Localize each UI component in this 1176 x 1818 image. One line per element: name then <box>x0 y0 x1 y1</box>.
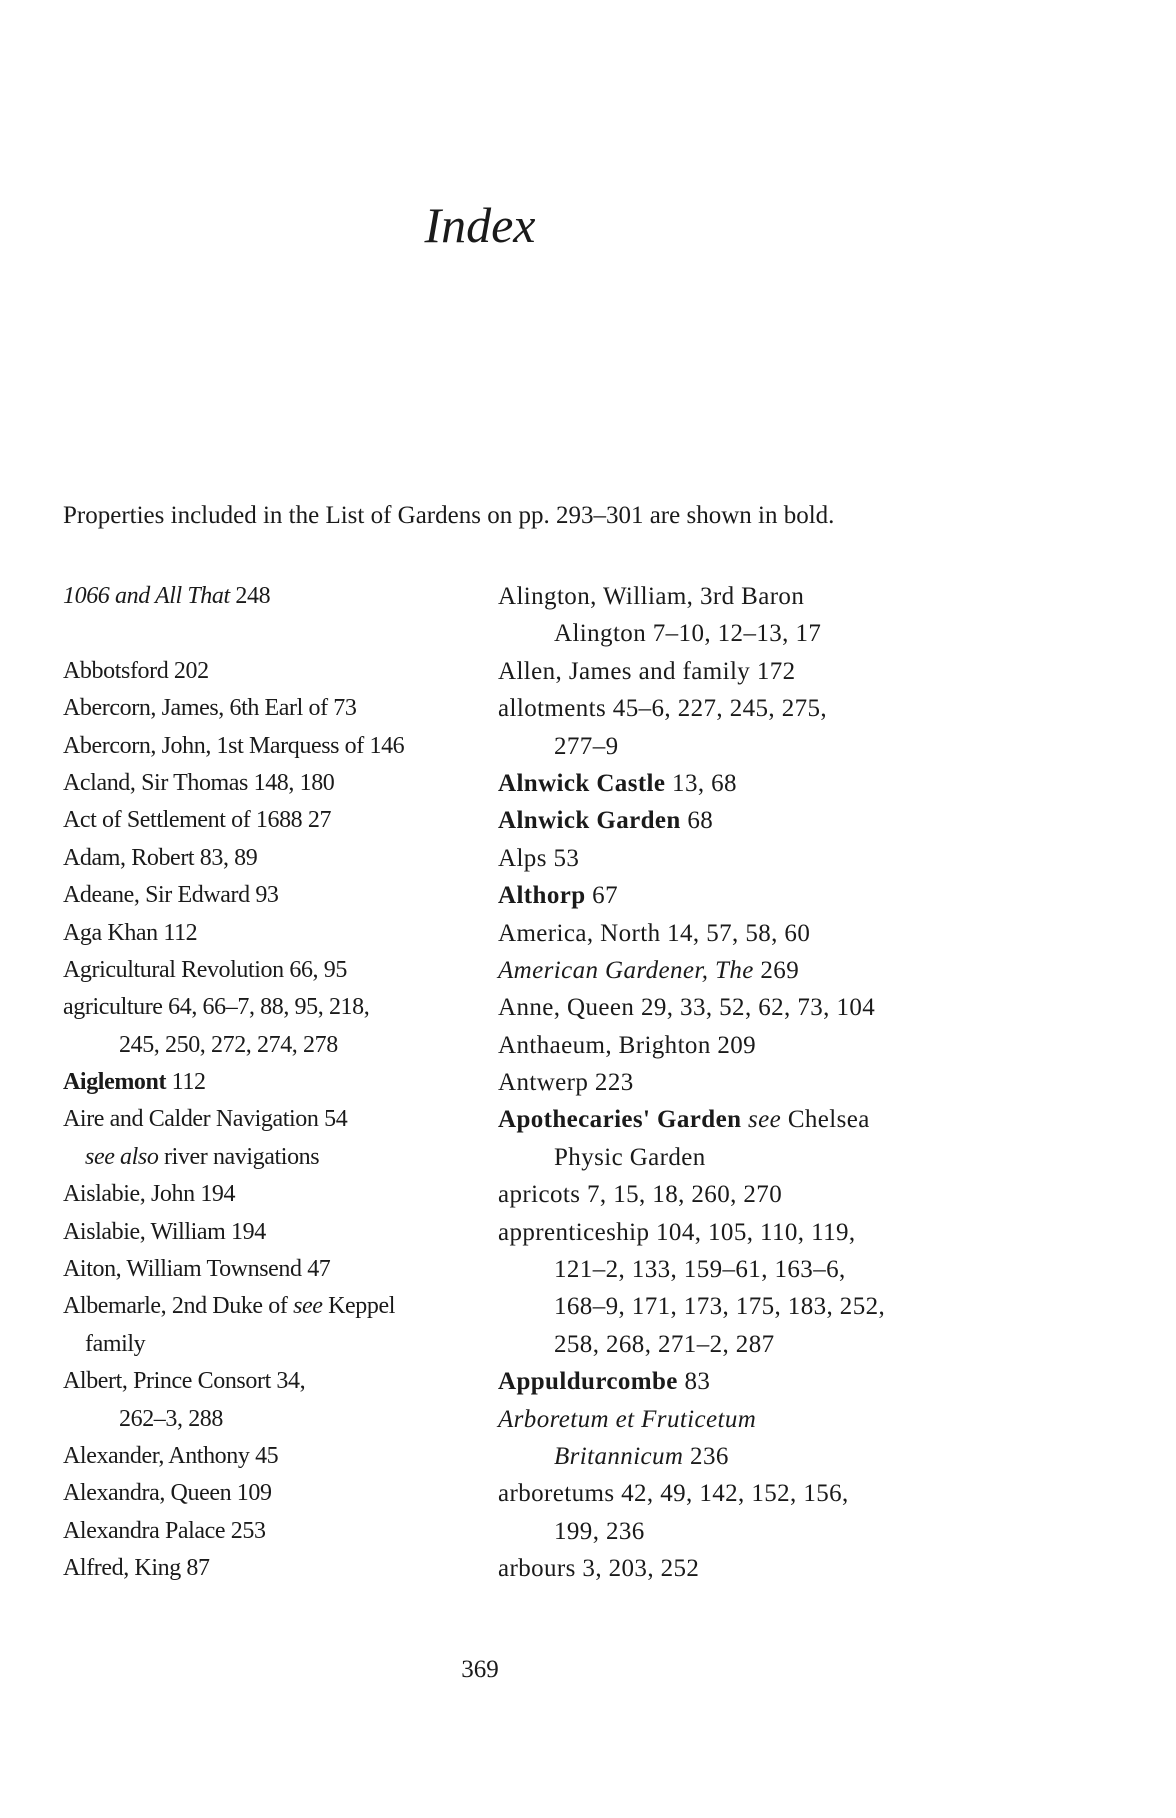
index-entry-line <box>498 615 998 652</box>
bold-heading: Apothecaries' Garden <box>498 1106 742 1134</box>
index-entry-line <box>498 915 998 952</box>
entry-text: America, North 14, 57, 58, 60 <box>498 919 811 947</box>
entry-text: Aga Khan 112 <box>63 919 198 946</box>
entry-text: Aislabie, William 194 <box>63 1218 266 1245</box>
entry-text: Anthaeum, Brighton 209 <box>498 1031 757 1059</box>
index-entry-line <box>63 1326 483 1363</box>
entry-text: 245, 250, 272, 274, 278 <box>119 1031 338 1058</box>
entry-text: arbours 3, 203, 252 <box>498 1555 700 1583</box>
index-entry-line <box>498 1027 998 1064</box>
bold-heading: Alnwick Castle <box>498 769 666 797</box>
page-number: 369 <box>461 1656 499 1683</box>
entry-text: 277–9 <box>554 732 619 760</box>
entry-text: Adam, Robert 83, 89 <box>63 844 258 871</box>
italic-text: American Gardener, The <box>498 956 754 984</box>
entry-text: 121–2, 133, 159–61, 163–6, <box>554 1256 846 1284</box>
entry-text: Abbotsford 202 <box>63 657 209 684</box>
entry-text: Alexander, Anthony 45 <box>63 1442 279 1469</box>
entry-text: 67 <box>585 882 618 910</box>
index-entry-line <box>498 952 998 989</box>
bold-heading: Aiglemont <box>63 1069 167 1096</box>
entry-text: apprenticeship 104, 105, 110, 119, <box>498 1218 856 1246</box>
entry-text: Abercorn, James, 6th Earl of 73 <box>63 695 357 722</box>
index-entry-line <box>498 1176 998 1213</box>
bold-heading: Althorp <box>498 882 586 910</box>
index-entry-line <box>63 840 483 877</box>
entry-text: 262–3, 288 <box>119 1405 224 1432</box>
index-entry-line <box>63 877 483 914</box>
entry-text: Alington 7–10, 12–13, 17 <box>554 620 822 648</box>
index-entry-line <box>498 840 998 877</box>
entry-text: river navigations <box>158 1143 320 1170</box>
entry-text: Agricultural Revolution 66, 95 <box>63 956 347 983</box>
entry-text: 199, 236 <box>554 1517 645 1545</box>
entry-text: family <box>85 1330 146 1357</box>
index-entry-line <box>63 1438 483 1475</box>
entry-text: Alexandra, Queen 109 <box>63 1480 272 1507</box>
index-entry-line <box>63 1363 483 1400</box>
index-entry-line <box>498 765 998 802</box>
index-entry-line <box>63 1176 483 1213</box>
index-entry-line <box>63 915 483 952</box>
index-entry-line <box>498 1214 998 1251</box>
entry-text: 258, 268, 271–2, 287 <box>554 1330 775 1358</box>
entry-text: 13, 68 <box>665 769 737 797</box>
entry-text: 248 <box>229 583 271 609</box>
entry-text: Albert, Prince Consort 34, <box>63 1368 306 1395</box>
italic-text: see <box>293 1293 323 1320</box>
index-entry-line <box>63 1214 483 1251</box>
index-entry-line <box>63 1139 483 1176</box>
entry-text: Aislabie, John 194 <box>63 1181 236 1208</box>
index-entry-line <box>498 1288 998 1325</box>
entry-text: Keppel <box>322 1293 396 1320</box>
index-entry-line <box>498 1475 998 1512</box>
italic-text: Arboretum et Fruticetum <box>498 1405 757 1433</box>
index-entry-line <box>63 1401 483 1438</box>
index-entry-line <box>498 877 998 914</box>
entry-text: Antwerp 223 <box>498 1069 634 1097</box>
index-entry-line <box>63 1251 483 1288</box>
index-entry-line <box>63 952 483 989</box>
entry-text: Acland, Sir Thomas 148, 180 <box>63 769 335 796</box>
index-entry-line <box>498 1251 998 1288</box>
index-entry-line <box>498 1064 998 1101</box>
index-column-right <box>498 578 998 1588</box>
entry-text: allotments 45–6, 227, 245, 275, <box>498 695 828 723</box>
entry-text: Allen, James and family 172 <box>498 657 796 685</box>
entry-text: Abercorn, John, 1st Marquess of 146 <box>63 732 405 759</box>
entry-text: Alps 53 <box>498 844 580 872</box>
entry-text: 269 <box>753 956 800 984</box>
entry-text: arboretums 42, 49, 142, 152, 156, <box>498 1480 849 1508</box>
italic-text: Britannicum <box>554 1442 684 1470</box>
index-entry-line <box>498 653 998 690</box>
index-column-left <box>63 578 483 1588</box>
entry-text: 236 <box>683 1442 729 1470</box>
index-entry-line <box>63 1288 483 1325</box>
bold-heading: Appuldurcombe <box>498 1368 678 1396</box>
page-title: Index <box>424 197 536 253</box>
index-entry-line <box>63 653 483 690</box>
index-entry-line <box>63 728 483 765</box>
index-entry-line <box>498 1326 998 1363</box>
entry-text: Aiton, William Townsend 47 <box>63 1256 331 1283</box>
index-entry-line <box>63 1027 483 1064</box>
blank-line <box>63 615 483 652</box>
index-entry-line <box>498 802 998 839</box>
entry-text: Alexandra Palace 253 <box>63 1517 266 1544</box>
entry-text: Aire and Calder Navigation 54 <box>63 1106 348 1133</box>
italic-text: 1066 and All That <box>63 583 230 609</box>
index-entry-line <box>498 728 998 765</box>
index-entry-line <box>498 1401 998 1438</box>
entry-text: agriculture 64, 66–7, 88, 95, 218, <box>63 994 370 1021</box>
entry-text: 68 <box>680 807 714 835</box>
index-entry-line <box>498 989 998 1026</box>
entry-text: Act of Settlement of 1688 27 <box>63 807 332 834</box>
index-entry-line <box>63 1064 483 1101</box>
index-entry-line <box>498 1550 998 1587</box>
entry-text: Alington, William, 3rd Baron <box>498 583 805 610</box>
italic-text: see <box>748 1106 782 1134</box>
index-entry-line <box>498 1363 998 1400</box>
entry-text: Anne, Queen 29, 33, 52, 62, 73, 104 <box>498 994 876 1022</box>
entry-text: Physic Garden <box>554 1143 706 1171</box>
entry-text: 83 <box>677 1368 711 1396</box>
index-entry-line <box>498 690 998 727</box>
entry-text: Albemarle, 2nd Duke of <box>63 1293 294 1320</box>
entry-text: apricots 7, 15, 18, 260, 270 <box>498 1181 783 1209</box>
entry-text: 112 <box>166 1069 206 1096</box>
index-entry-line <box>498 1438 998 1475</box>
index-entry-line <box>63 989 483 1026</box>
entry-text: Adeane, Sir Edward 93 <box>63 882 279 909</box>
index-intro-note: Properties included in the List of Gardens on pp. 293–301 are shown in bold. <box>63 502 835 529</box>
index-entry-line <box>498 1101 998 1138</box>
italic-text: see also <box>85 1143 159 1170</box>
index-entry-line <box>498 1513 998 1550</box>
index-entry-line <box>63 690 483 727</box>
index-entry-line <box>498 1139 998 1176</box>
entry-text: Chelsea <box>781 1106 870 1134</box>
index-entry-line <box>63 765 483 802</box>
entry-text: 168–9, 171, 173, 175, 183, 252, <box>554 1293 886 1321</box>
entry-text: Alfred, King 87 <box>63 1555 210 1582</box>
index-entry-line <box>63 1101 483 1138</box>
index-entry-line <box>63 802 483 839</box>
index-entry-line <box>63 1513 483 1550</box>
index-entry-line <box>63 1550 483 1587</box>
index-entry-line <box>498 578 998 615</box>
index-entry-line <box>63 1475 483 1512</box>
index-entry-line <box>63 578 483 615</box>
bold-heading: Alnwick Garden <box>498 807 681 835</box>
